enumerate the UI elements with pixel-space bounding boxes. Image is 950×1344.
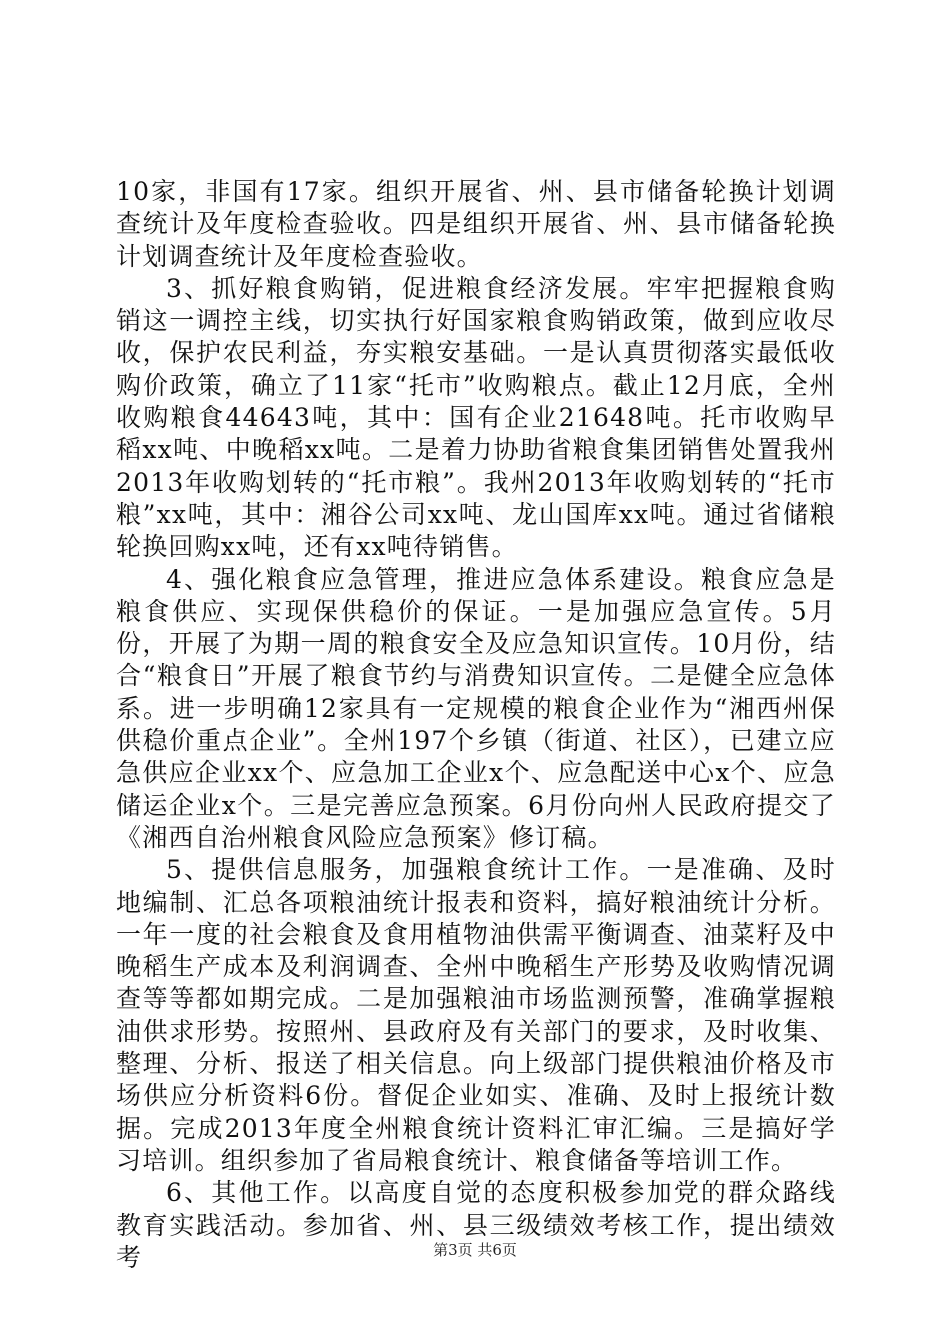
paragraph-other-work: 6、其他工作。以高度自觉的态度积极参加党的群众路线教育实践活动。参加省、州、县三级绩效考核工作，提出绩效考 — [116, 1178, 836, 1272]
paragraph-grain-purchase-sales: 3、抓好粮食购销，促进粮食经济发展。牢牢把握粮食购销这一调控主线，切实执行好国家粮食购销政策，做到应收尽收，保护农民利益，夯实粮安基础。一是认真贯彻落实最低收购价政策，确立了11家“托市”收购粮点。截止12月底，全州收购粮食44643吨，其中：国有企业21648吨。托市收购早稻xx吨、中晚稻xx吨。二是着力协助省粮食集团销售处置我州2013年收购划转的“托市粮”。我州2013年收购划转的“托市粮”xx吨，其中：湘谷公司xx吨、龙山国库xx吨。通过省储粮轮换回购xx吨，还有xx吨待销售。 — [116, 273, 836, 562]
page-number-footer: 第3页 共6页 — [433, 1241, 517, 1259]
paragraph-continuation: 10家，非国有17家。组织开展省、州、县市储备轮换计划调查统计及年度检查验收。四是组织开展省、州、县市储备轮换计划调查统计及年度检查验收。 — [116, 177, 836, 271]
document-body — [116, 176, 836, 1274]
paragraph-information-statistics: 5、提供信息服务，加强粮食统计工作。一是准确、及时地编制、汇总各项粮油统计报表和资料，搞好粮油统计分析。一年一度的社会粮食及食用植物油供需平衡调查、油菜籽及中晚稻生产成本及利润调查、全州中晚稻生产形势及收购情况调查等等都如期完成。二是加强粮油市场监测预警，准确掌握粮油供求形势。按照州、县政府及有关部门的要求，及时收集、整理、分析、报送了相关信息。向上级部门提供粮油价格及市场供应分析资料6份。督促企业如实、准确、及时上报统计数据。完成2013年度全州粮食统计资料汇审汇编。三是搞好学习培训。组织参加了省局粮食统计、粮食储备等培训工作。 — [116, 855, 836, 1175]
paragraph-emergency-management: 4、强化粮食应急管理，推进应急体系建设。粮食应急是粮食供应、实现保供稳价的保证。一是加强应急宣传。5月份，开展了为期一周的粮食安全及应急知识宣传。10月份，结合“粮食日”开展了粮食节约与消费知识宣传。二是健全应急体系。进一步明确12家具有一定规模的粮食企业作为“湘西州保供稳价重点企业”。全州197个乡镇（街道、社区），已建立应急供应企业xx个、应急加工企业x个、应急配送中心x个、应急储运企业x个。三是完善应急预案。6月份向州人民政府提交了《湘西自治州粮食风险应急预案》修订稿。 — [116, 564, 836, 852]
